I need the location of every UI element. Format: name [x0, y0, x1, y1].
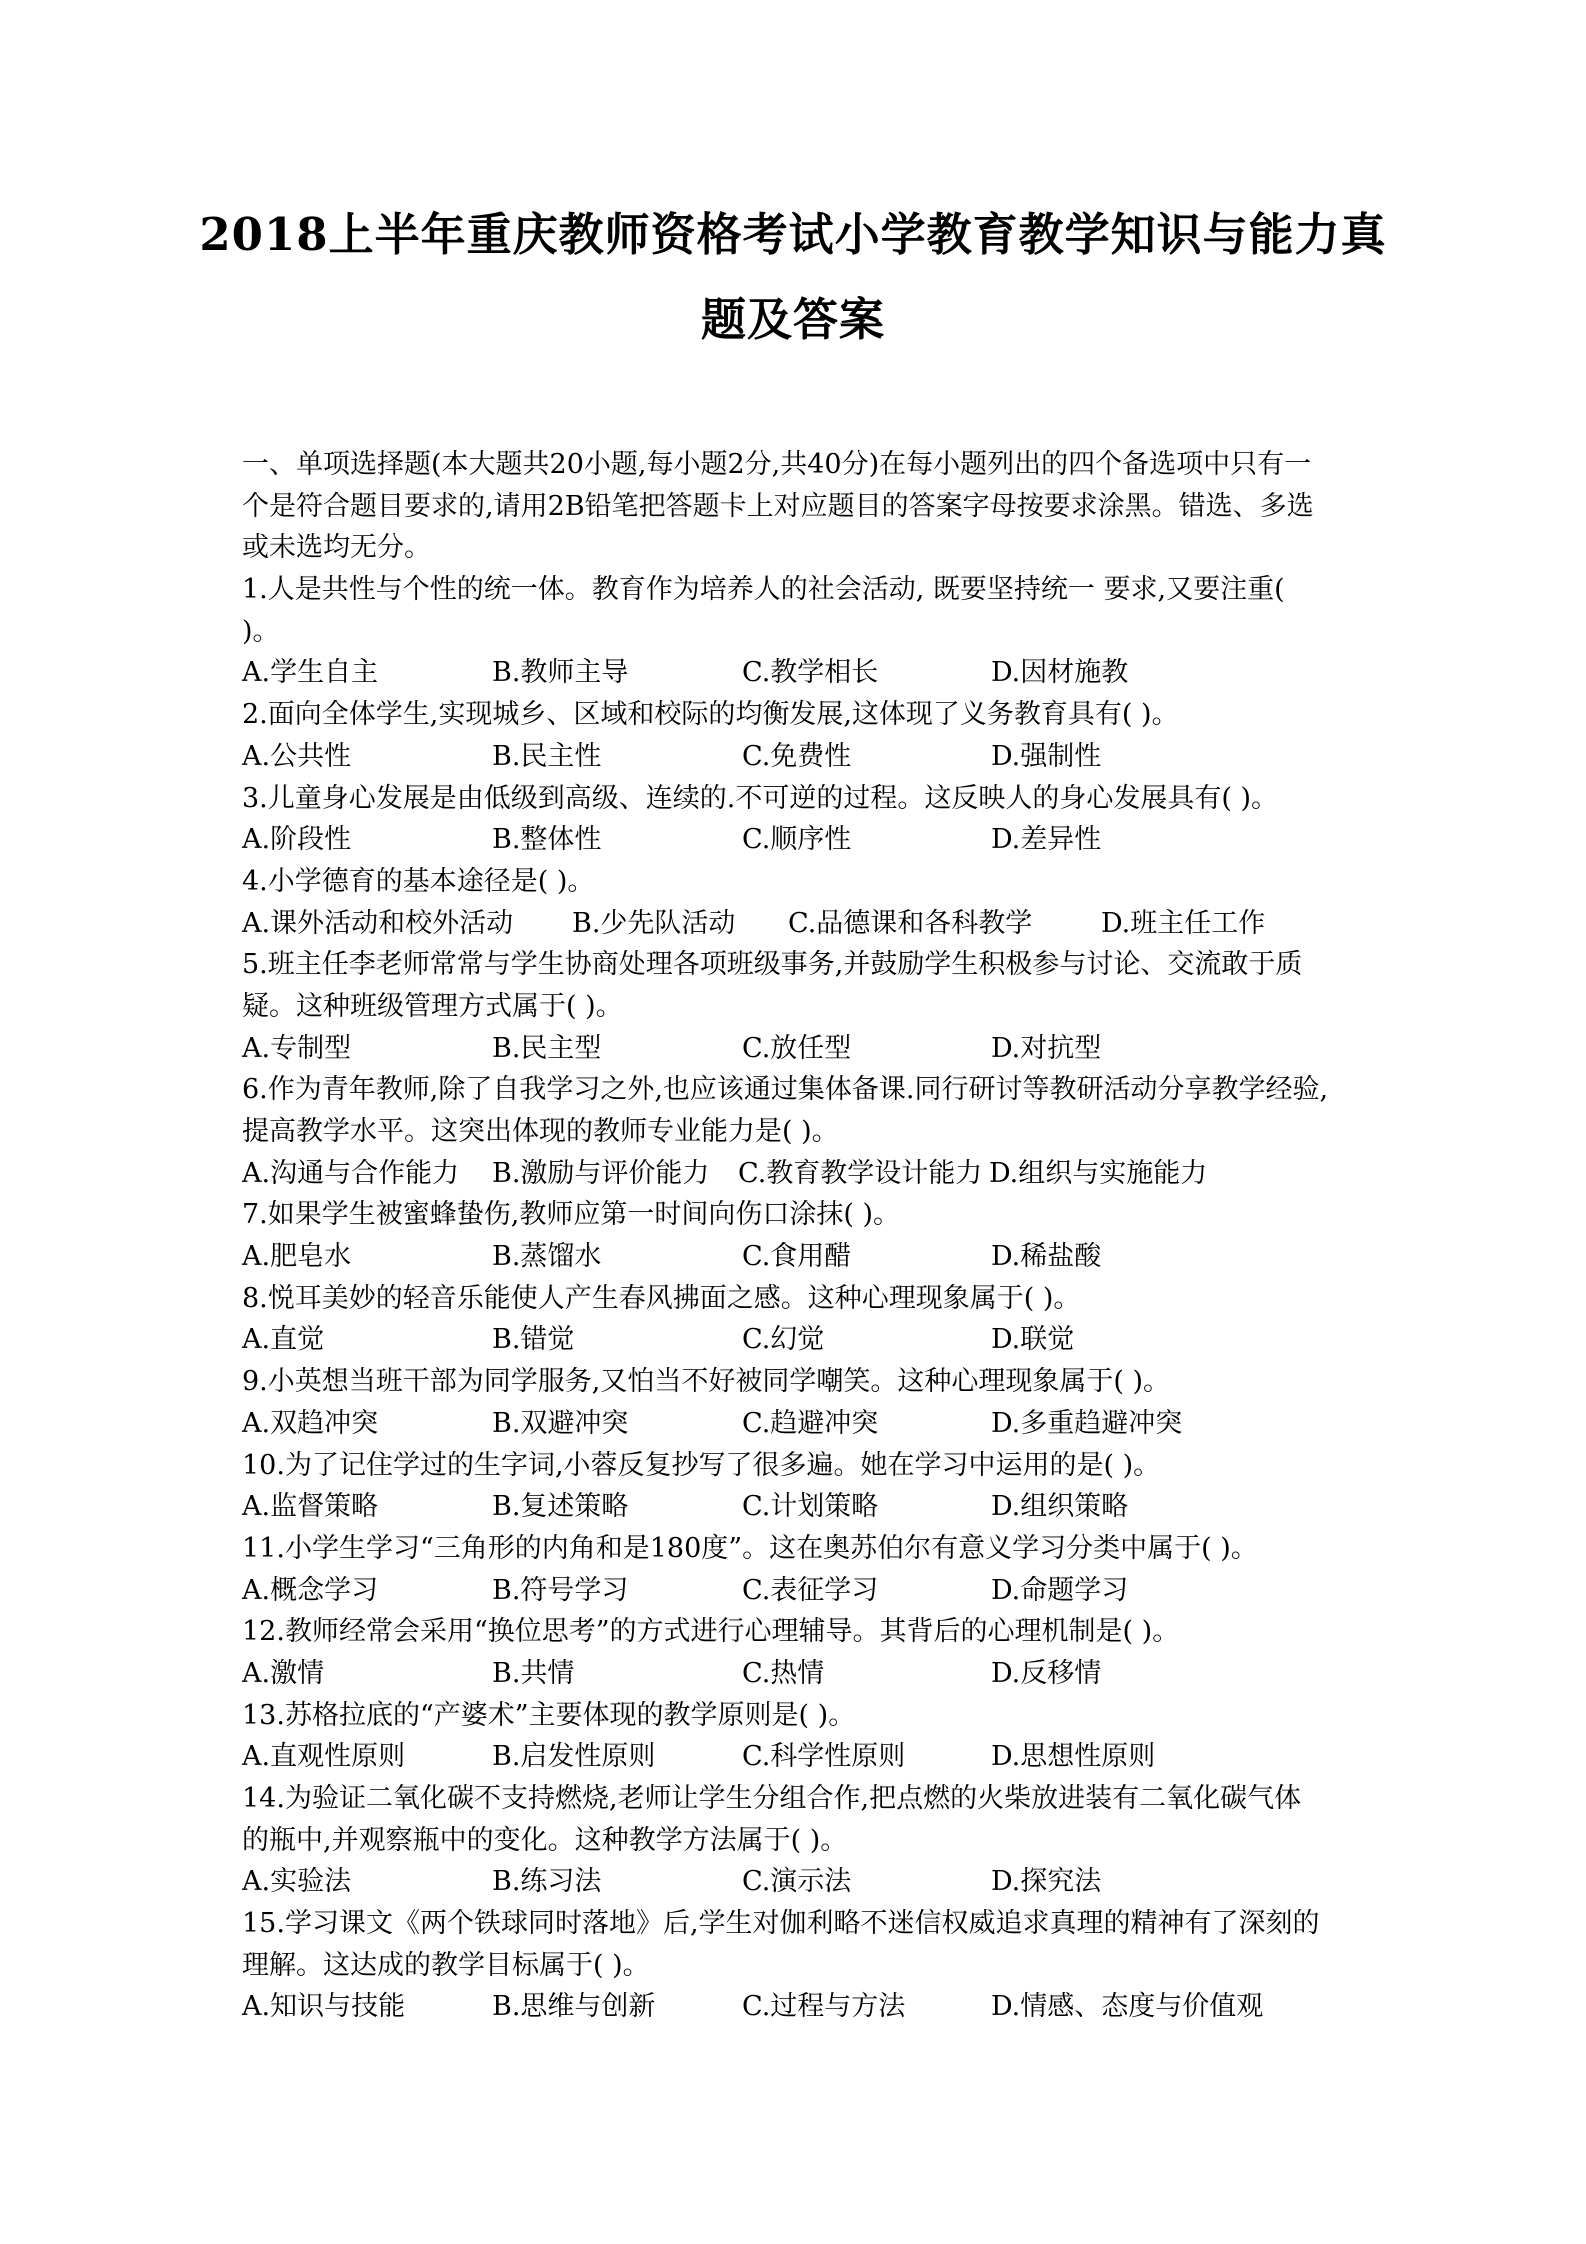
option-b: B.复述策略 — [492, 1491, 629, 1523]
question-9-options — [242, 1403, 1362, 1445]
option-b: B.启发性原则 — [492, 1741, 656, 1773]
option-a: A.肥皂水 — [242, 1241, 352, 1273]
question-12-options — [242, 1653, 1362, 1695]
option-d: D.强制性 — [991, 740, 1102, 772]
option-d: D.思想性原则 — [991, 1741, 1156, 1773]
option-d: D.情感、态度与价值观 — [991, 1991, 1264, 2023]
option-b: B.少先队活动 — [572, 907, 736, 939]
option-d: D.组织策略 — [991, 1491, 1129, 1523]
question-6-stem: 6.作为青年教师,除了自我学习之外,也应该通过集体备课.同行研讨等教研活动分享教学经验, — [242, 1074, 1329, 1106]
question-6-options — [242, 1153, 1362, 1195]
option-d: D.联觉 — [991, 1324, 1075, 1356]
question-5-stem: 疑。这种班级管理方式属于( )。 — [242, 990, 623, 1022]
option-b: B.错觉 — [492, 1324, 575, 1356]
option-a: A.公共性 — [242, 740, 352, 772]
option-c: C.教育教学设计能力 — [738, 1157, 983, 1189]
question-11-stem: 11.小学生学习“三角形的内角和是180度”。这在奥苏伯尔有意义学习分类中属于( )。 — [242, 1532, 1258, 1564]
question-10-stem: 10.为了记住学过的生字词,小蓉反复抄写了很多遍。她在学习中运用的是( )。 — [242, 1449, 1161, 1481]
question-14-stem: 的瓶中,并观察瓶中的变化。这种教学方法属于( )。 — [242, 1824, 848, 1856]
question-5-stem: 5.班主任李老师常常与学生协商处理各项班级事务,并鼓励学生积极参与讨论、交流敢于质 — [242, 949, 1303, 981]
option-c: C.免费性 — [742, 740, 852, 772]
option-a: A.专制型 — [242, 1032, 352, 1064]
question-7-stem: 7.如果学生被蜜蜂蛰伤,教师应第一时间向伤口涂抹( )。 — [242, 1199, 900, 1231]
option-c: C.热情 — [742, 1657, 825, 1689]
option-b: B.民主型 — [492, 1032, 602, 1064]
option-d: D.命题学习 — [991, 1574, 1129, 1606]
question-6-stem: 提高教学水平。这突出体现的教师专业能力是( )。 — [242, 1116, 839, 1147]
question-3-stem: 3.儿童身心发展是由低级到高级、连续的.不可逆的过程。这反映人的身心发展具有( )。 — [242, 782, 1278, 814]
question-13-options — [242, 1736, 1362, 1778]
question-3-options — [242, 819, 1362, 861]
option-a: A.阶段性 — [242, 824, 352, 856]
section-intro-line: 一、单项选择题(本大题共20小题,每小题2分,共40分)在每小题列出的四个备选项中只有一 — [242, 449, 1312, 480]
option-a: A.直观性原则 — [242, 1741, 406, 1773]
option-c: C.教学相长 — [742, 657, 879, 689]
option-d: D.稀盐酸 — [991, 1241, 1102, 1273]
option-b: B.蒸馏水 — [492, 1241, 602, 1273]
question-15-stem: 理解。这达成的教学目标属于( )。 — [242, 1949, 650, 1981]
question-2-stem: 2.面向全体学生,实现城乡、区域和校际的均衡发展,这体现了义务教育具有( )。 — [242, 699, 1179, 731]
option-c: C.计划策略 — [742, 1491, 879, 1523]
option-a: A.直觉 — [242, 1324, 325, 1356]
question-10-options — [242, 1486, 1362, 1528]
option-a: A.双趋冲突 — [242, 1407, 379, 1439]
option-d: D.反移情 — [991, 1657, 1102, 1689]
option-d: D.组织与实施能力 — [989, 1157, 1208, 1189]
option-a: A.激情 — [242, 1657, 325, 1689]
option-b: B.教师主导 — [492, 657, 629, 689]
section-intro-line: 或未选均无分。 — [242, 532, 431, 564]
option-b: B.激励与评价能力 — [492, 1157, 710, 1189]
section-intro-line: 个是符合题目要求的,请用2B铅笔把答题卡上对应题目的答案字母按要求涂黑。错选、多选 — [242, 490, 1314, 522]
question-14-options — [242, 1861, 1362, 1903]
question-2-options — [242, 736, 1362, 778]
option-c: C.食用醋 — [742, 1241, 852, 1273]
option-b: B.整体性 — [492, 824, 602, 856]
question-4-stem: 4.小学德育的基本途径是( )。 — [242, 865, 595, 897]
option-c: C.过程与方法 — [742, 1991, 906, 2023]
document-title-line-1: 2018上半年重庆教师资格考试小学教育教学知识与能力真 — [199, 208, 1387, 261]
option-b: B.民主性 — [492, 740, 602, 772]
question-5-options — [242, 1028, 1362, 1070]
question-15-options — [242, 1986, 1362, 2028]
question-12-stem: 12.教师经常会采用“换位思考”的方式进行心理辅导。其背后的心理机制是( )。 — [242, 1616, 1180, 1648]
option-c: C.幻觉 — [742, 1324, 825, 1356]
question-14-stem: 14.为验证二氧化碳不支持燃烧,老师让学生分组合作,把点燃的火柴放进装有二氧化碳气体 — [242, 1783, 1302, 1814]
option-c: C.放任型 — [742, 1032, 852, 1064]
question-15-stem: 15.学习课文《两个铁球同时落地》后,学生对伽利略不迷信权威追求真理的精神有了深刻的 — [242, 1908, 1320, 1940]
option-a: A.课外活动和校外活动 — [242, 907, 514, 939]
option-d: D.因材施教 — [991, 657, 1129, 689]
option-b: B.练习法 — [492, 1866, 602, 1898]
question-1-options — [242, 652, 1362, 694]
question-9-stem: 9.小英想当班干部为同学服务,又怕当不好被同学嘲笑。这种心理现象属于( )。 — [242, 1366, 1170, 1398]
document-body — [242, 444, 1362, 2028]
option-d: D.探究法 — [991, 1866, 1102, 1898]
option-a: A.实验法 — [242, 1866, 352, 1898]
question-8-stem: 8.悦耳美妙的轻音乐能使人产生春风拂面之感。这种心理现象属于( )。 — [242, 1282, 1081, 1314]
option-b: B.思维与创新 — [492, 1991, 656, 2023]
question-13-stem: 13.苏格拉底的“产婆术”主要体现的教学原则是( )。 — [242, 1699, 856, 1731]
option-c: C.科学性原则 — [742, 1741, 906, 1773]
option-d: D.多重趋避冲突 — [991, 1407, 1183, 1439]
question-11-options — [242, 1570, 1362, 1612]
option-c: C.演示法 — [742, 1866, 852, 1898]
option-c: C.趋避冲突 — [742, 1407, 879, 1439]
option-a: A.学生自主 — [242, 657, 379, 689]
option-a: A.沟通与合作能力 — [242, 1157, 460, 1189]
question-8-options — [242, 1319, 1362, 1361]
option-b: B.共情 — [492, 1657, 575, 1689]
option-d: D.对抗型 — [991, 1032, 1102, 1064]
question-4-options — [242, 903, 1362, 945]
question-1-stem: )。 — [242, 615, 280, 647]
document-title-line-2: 题及答案 — [700, 293, 885, 346]
option-c: C.表征学习 — [742, 1574, 879, 1606]
question-7-options — [242, 1236, 1362, 1278]
option-c: C.顺序性 — [742, 824, 852, 856]
option-d: D.差异性 — [991, 824, 1102, 856]
option-b: B.符号学习 — [492, 1574, 629, 1606]
option-a: A.知识与技能 — [242, 1991, 406, 2023]
option-a: A.监督策略 — [242, 1491, 379, 1523]
option-a: A.概念学习 — [242, 1574, 379, 1606]
option-d: D.班主任工作 — [1101, 907, 1266, 939]
question-1-stem: 1.人是共性与个性的统一体。教育作为培养人的社会活动, 既要坚持统一 要求,又要注重( — [242, 574, 1285, 606]
option-b: B.双避冲突 — [492, 1407, 629, 1439]
option-c: C.品德课和各科教学 — [788, 907, 1033, 939]
